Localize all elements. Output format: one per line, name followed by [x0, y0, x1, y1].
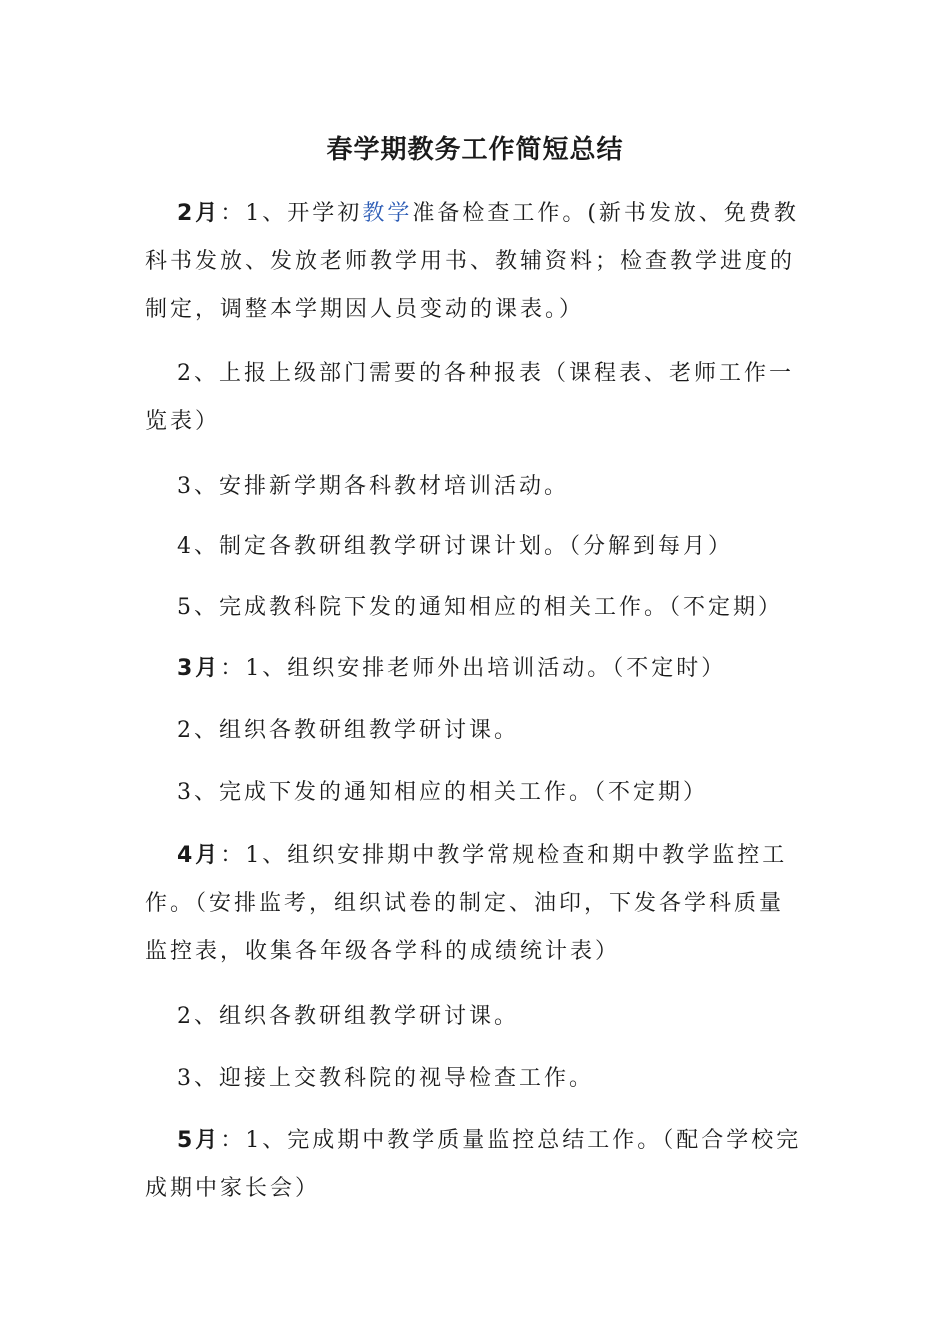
feb-item-1 — [145, 190, 805, 334]
teaching-link[interactable]: 教学 — [362, 201, 413, 226]
apr-item-1 — [145, 832, 805, 976]
mar-item-2: 2、组织各教研组教学研讨课。 — [177, 718, 519, 743]
month-label-feb: 2月 — [177, 201, 221, 226]
feb-item-5: 5、完成教科院下发的通知相应的相关工作。（不定期） — [177, 595, 783, 620]
apr-item-3: 3、迎接上交教科院的视导检查工作。 — [177, 1066, 594, 1091]
month-label-may: 5月 — [177, 1128, 221, 1153]
mar-item-1-text: ：1、组织安排老师外出培训活动。（不定时） — [220, 656, 727, 681]
feb-item-1-post: 准备检查工作。(新书发放、免费教科书发放、发放老师教学用书、教辅资料；检查教学进度的制定，调整本学期因人员变动的课表。） — [145, 201, 799, 322]
apr-item-1-text: ：1、组织安排期中教学常规检查和期中教学监控工作。（安排监考，组织试卷的制定、油印，下发各学科质量监控表，收集各年级各学科的成绩统计表） — [145, 843, 788, 964]
feb-item-4: 4、制定各教研组教学研讨课计划。（分解到每月） — [177, 534, 733, 559]
mar-item-1 — [145, 645, 805, 693]
may-item-1 — [145, 1117, 805, 1213]
feb-item-3: 3、安排新学期各科教材培训活动。 — [177, 474, 569, 499]
document-title: 春学期教务工作简短总结 — [326, 135, 624, 165]
mar-item-3: 3、完成下发的通知相应的相关工作。（不定期） — [177, 780, 708, 805]
apr-item-2: 2、组织各教研组教学研讨课。 — [177, 1004, 519, 1029]
may-item-1-text: ：1、完成期中教学质量监控总结工作。（配合学校完成期中家长会） — [145, 1128, 802, 1201]
feb-item-2: 2、上报上级部门需要的各种报表（课程表、老师工作一览表） — [145, 361, 794, 434]
month-label-mar: 3月 — [177, 656, 221, 681]
feb-item-1-pre: ：1、开学初 — [220, 201, 363, 226]
month-label-apr: 4月 — [177, 843, 221, 868]
